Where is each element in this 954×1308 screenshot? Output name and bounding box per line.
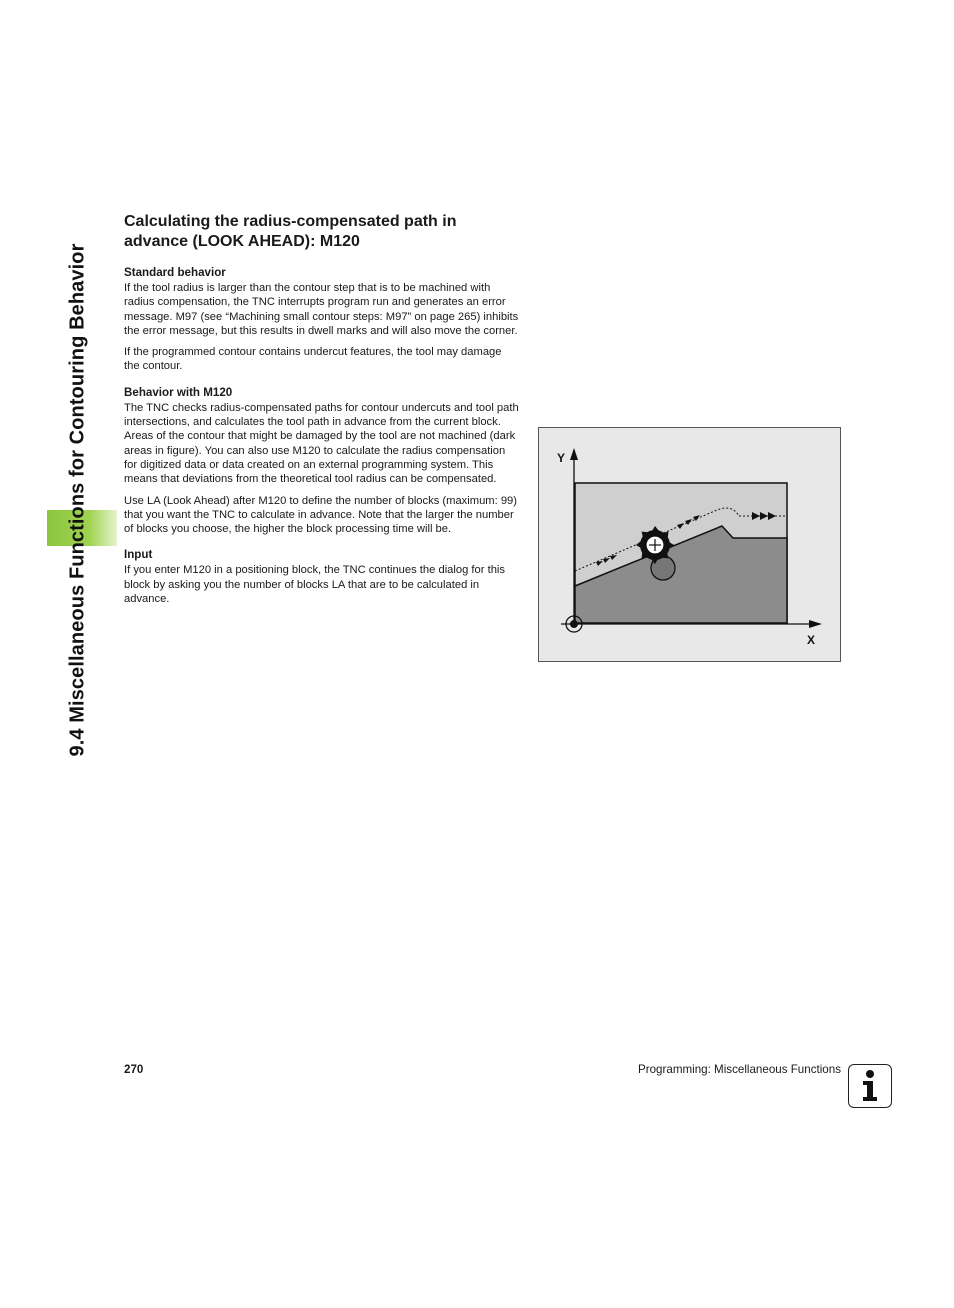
paragraph: If the tool radius is larger than the contour step that is to be machined with radius compensation, the TNC interrupts program run and generates an error message. M97 (see “Machining small contour steps: M97” on page 265) inhibits the error message, but this results in dwell marks and will also move the corner. [124,282,519,337]
main-content [124,212,520,613]
footer-chapter-title: Programming: Miscellaneous Functions [638,1063,841,1076]
contour-diagram [539,428,842,663]
paragraph: Use LA (Look Ahead) after M120 to define the number of blocks (maximum: 99) that you want the TNC to calculate in advance. Note that the larger the number of blocks you choose, the higher the block processing time will be. [124,494,518,536]
paragraph: If the programmed contour contains undercut features, the tool may damage the contour. [124,346,502,373]
heading-behavior-m120: Behavior with M120 [124,385,233,399]
origin-datum-center [570,620,578,628]
page-number: 270 [124,1063,144,1076]
paragraph: If you enter M120 in a positioning block, the TNC continues the dialog for this block by asking you the number of blocks LA that are to be calculated in advance. [124,564,506,606]
look-ahead-figure [538,427,841,662]
x-axis-arrow-icon [809,620,822,628]
x-axis-label: X [807,633,816,647]
paragraph: The TNC checks radius-compensated paths for contour undercuts and tool path intersections, and calculates the tool path in advance from the current block. Areas of the contour that might be damaged by the tool are not machined (dark areas in figure). You can also use M120 to calculate the radius compensation for digitized data or data created on an external programming system. This means that deviations from the theoretical tool radius can be compensated. [124,401,519,486]
section-title: Calculating the radius-compensated path in advance (LOOK AHEAD): M120 [124,213,457,250]
y-axis-label: Y [557,451,566,465]
y-axis-arrow-icon [570,448,578,460]
milling-cutter-icon [636,526,674,564]
info-icon [848,1064,892,1108]
heading-input: Input [124,548,153,562]
chapter-side-title: 9.4 Miscellaneous Functions for Contouring Behavior [66,243,89,757]
heading-standard-behavior: Standard behavior [124,266,226,279]
